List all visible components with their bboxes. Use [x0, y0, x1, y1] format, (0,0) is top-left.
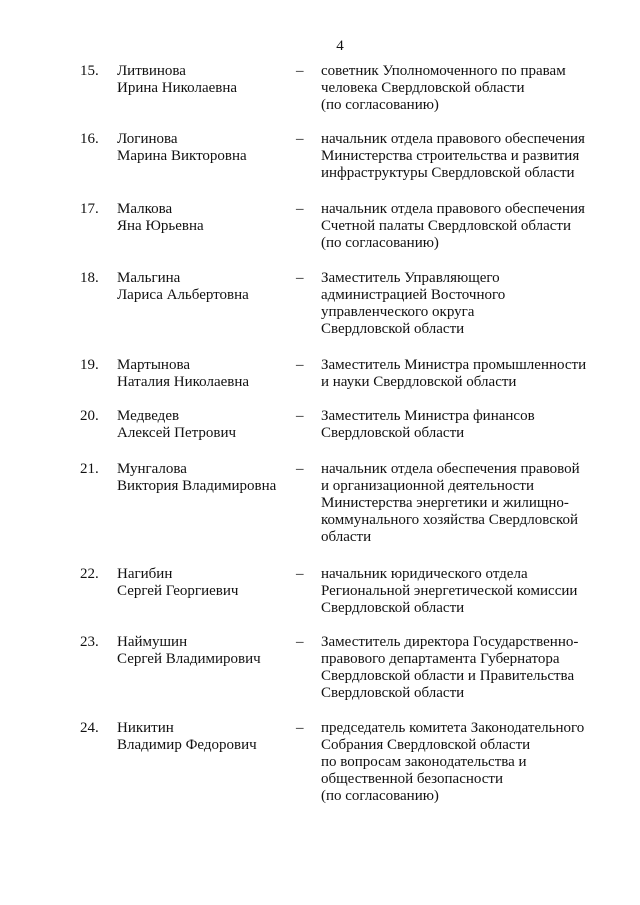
entry-number: 17.	[80, 201, 99, 217]
entry-description-line: Региональной энергетической комиссии	[321, 583, 578, 599]
entry-person-name	[117, 201, 292, 235]
entry-description-line: Свердловской области	[321, 321, 465, 337]
entry-name-line: Лариса Альбертовна	[117, 287, 249, 303]
entry-description-line: правового департамента Губернатора	[321, 651, 560, 667]
entry-description-line: и организационной деятельности	[321, 478, 534, 494]
entry-description-line: Министерства энергетики и жилищно-	[321, 495, 569, 511]
entry-description-line: Свердловской области	[321, 425, 465, 441]
entry-person-name	[117, 131, 292, 165]
entry-person-name	[117, 720, 292, 754]
entry-description-line: администрацией Восточного	[321, 287, 506, 303]
entry-dash: –	[296, 408, 304, 424]
entry-name-line: Нагибин	[117, 566, 173, 582]
entry-position-description	[321, 63, 621, 114]
entry-description-line: по вопросам законодательства и	[321, 754, 527, 770]
entry-description-line: Заместитель Министра промышленности	[321, 357, 587, 373]
entry-name-line: Наталия Николаевна	[117, 374, 250, 390]
entry-position-description	[321, 566, 621, 617]
entry-number: 20.	[80, 408, 99, 424]
entry-description-line: Собрания Свердловской области	[321, 737, 531, 753]
entry-number: 18.	[80, 270, 99, 286]
entry-number: 23.	[80, 634, 99, 650]
entry-description-line: Заместитель Министра финансов	[321, 408, 535, 424]
entry-person-name	[117, 408, 292, 442]
entry-name-line: Литвинова	[117, 63, 186, 79]
entry-person-name	[117, 634, 292, 668]
entry-person-name	[117, 270, 292, 304]
entry-name-line: Марина Викторовна	[117, 148, 247, 164]
entry-position-description	[321, 357, 621, 391]
entry-description-line: начальник отдела правового обеспечения	[321, 201, 585, 217]
entry-description-line: начальник отдела правового обеспечения	[321, 131, 585, 147]
entry-position-description	[321, 634, 621, 702]
entry-name-line: Малкова	[117, 201, 173, 217]
entry-position-description	[321, 270, 621, 338]
entry-description-line: советник Уполномоченного по правам	[321, 63, 566, 79]
entry-description-line: человека Свердловской области	[321, 80, 525, 96]
entry-name-line: Владимир Федорович	[117, 737, 257, 753]
entry-description-line: (по согласованию)	[321, 788, 439, 804]
entry-description-line: Свердловской области	[321, 685, 465, 701]
entry-description-line: начальник юридического отдела	[321, 566, 528, 582]
entry-description-line: председатель комитета Законодательного	[321, 720, 585, 736]
entry-description-line: инфраструктуры Свердловской области	[321, 165, 575, 181]
page-number: 4	[336, 38, 344, 54]
entry-person-name	[117, 63, 292, 97]
entry-position-description	[321, 201, 621, 252]
entry-name-line: Наймушин	[117, 634, 188, 650]
entry-description-line: управленческого округа	[321, 304, 475, 320]
entry-person-name	[117, 357, 292, 391]
entry-name-line: Сергей Владимирович	[117, 651, 261, 667]
entry-dash: –	[296, 461, 304, 477]
entry-person-name	[117, 461, 292, 495]
entry-position-description	[321, 131, 621, 182]
entry-name-line: Алексей Петрович	[117, 425, 237, 441]
entry-description-line: области	[321, 529, 372, 545]
entry-name-line: Ирина Николаевна	[117, 80, 238, 96]
entry-description-line: Свердловской области	[321, 600, 465, 616]
entry-number: 15.	[80, 63, 99, 79]
entry-description-line: (по согласованию)	[321, 97, 439, 113]
entry-number: 16.	[80, 131, 99, 147]
entry-number: 21.	[80, 461, 99, 477]
entry-description-line: Свердловской области и Правительства	[321, 668, 575, 684]
entry-description-line: Министерства строительства и развития	[321, 148, 580, 164]
entry-position-description	[321, 408, 621, 442]
entry-number: 19.	[80, 357, 99, 373]
entry-description-line: Счетной палаты Свердловской области	[321, 218, 571, 234]
entry-person-name	[117, 566, 292, 600]
entry-name-line: Мальгина	[117, 270, 181, 286]
entry-description-line: коммунального хозяйства Свердловской	[321, 512, 578, 528]
entry-description-line: Заместитель директора Государственно-	[321, 634, 579, 650]
entry-name-line: Яна Юрьевна	[117, 218, 204, 234]
entry-position-description	[321, 461, 621, 546]
entry-name-line: Мунгалова	[117, 461, 187, 477]
entry-position-description	[321, 720, 621, 805]
entry-dash: –	[296, 634, 304, 650]
entry-dash: –	[296, 357, 304, 373]
entry-name-line: Медведев	[117, 408, 180, 424]
entry-number: 22.	[80, 566, 99, 582]
entry-description-line: Заместитель Управляющего	[321, 270, 500, 286]
entry-name-line: Виктория Владимировна	[117, 478, 277, 494]
entry-description-line: (по согласованию)	[321, 235, 439, 251]
entry-name-line: Сергей Георгиевич	[117, 583, 239, 599]
entry-name-line: Логинова	[117, 131, 178, 147]
entry-dash: –	[296, 566, 304, 582]
entry-dash: –	[296, 201, 304, 217]
entry-dash: –	[296, 63, 304, 79]
entry-description-line: общественной безопасности	[321, 771, 504, 787]
entry-dash: –	[296, 270, 304, 286]
entry-name-line: Никитин	[117, 720, 174, 736]
entry-dash: –	[296, 720, 304, 736]
entry-number: 24.	[80, 720, 99, 736]
entry-dash: –	[296, 131, 304, 147]
entry-description-line: начальник отдела обеспечения правовой	[321, 461, 580, 477]
entry-name-line: Мартынова	[117, 357, 191, 373]
entry-description-line: и науки Свердловской области	[321, 374, 517, 390]
